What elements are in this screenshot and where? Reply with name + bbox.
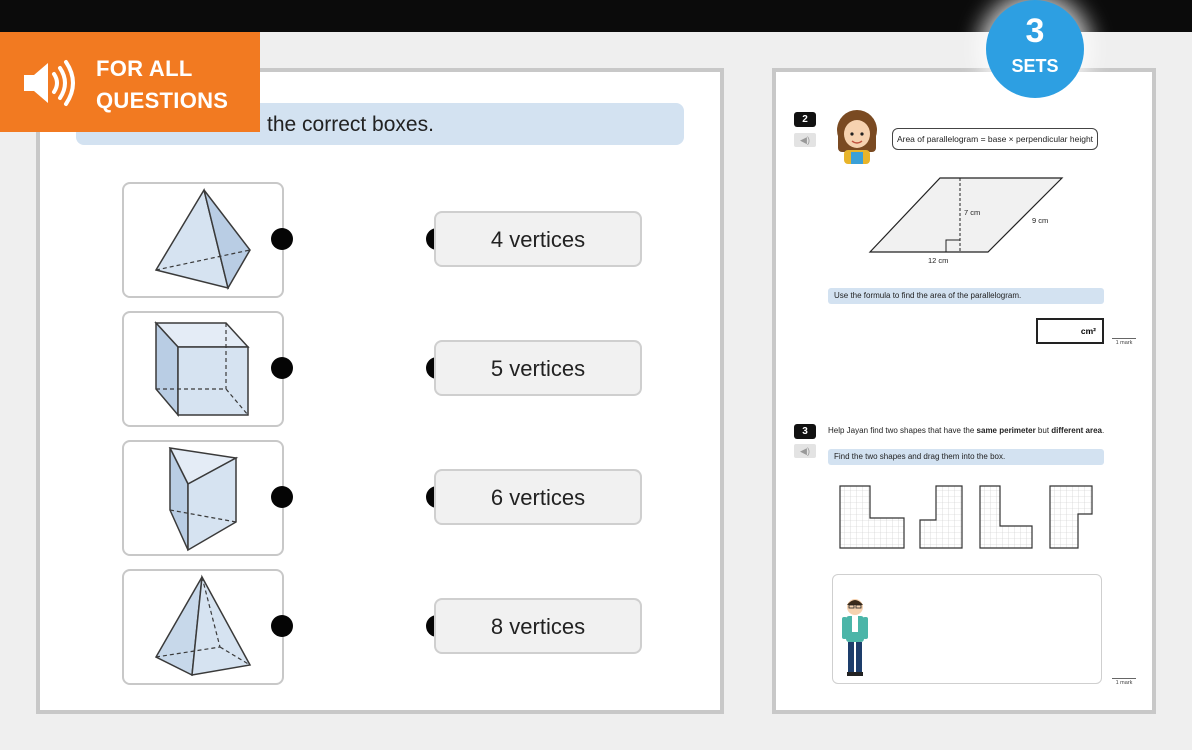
question-number-3: 3: [794, 424, 816, 439]
mark-label-q2: 1 mark: [1112, 338, 1136, 346]
option-box-1[interactable]: [434, 211, 642, 267]
speaker-icon: [20, 58, 78, 108]
right-worksheet-page: [772, 68, 1156, 714]
triangular-prism-icon: [124, 442, 282, 554]
height-label: 7 cm: [964, 208, 981, 217]
banner-line-1: FOR ALL: [96, 56, 193, 81]
audio-banner[interactable]: [0, 32, 260, 132]
instruction-text: the correct boxes.: [267, 113, 434, 136]
audio-button-q3[interactable]: ◀): [794, 444, 816, 458]
option-box-3[interactable]: [434, 469, 642, 525]
unit-label: cm²: [1080, 326, 1096, 336]
sets-badge: [986, 0, 1084, 98]
shape-card-triangular-prism[interactable]: [122, 440, 284, 556]
q2-instruction: Use the formula to find the area of the parallelogram.: [828, 288, 1104, 304]
connector-dot-shape-4[interactable]: [271, 615, 293, 637]
square-pyramid-icon: [124, 571, 282, 683]
mark-label-q3: 1 mark: [1112, 678, 1136, 686]
base-label: 12 cm: [928, 256, 949, 265]
side-label: 9 cm: [1032, 216, 1049, 225]
drop-target-box[interactable]: [832, 574, 1102, 684]
tetrahedron-icon: [124, 184, 282, 296]
option-label: 8 vertices: [490, 614, 586, 639]
grid-shape-1[interactable]: [838, 484, 906, 550]
banner-line-2: QUESTIONS: [96, 88, 229, 113]
audio-button-q2[interactable]: ◀): [794, 133, 816, 147]
option-label: 4 vertices: [490, 227, 586, 252]
q3-text: Help Jayan find two shapes that have the same perimeter but different area.: [828, 426, 1105, 435]
connector-dot-shape-3[interactable]: [271, 486, 293, 508]
sets-count: 3: [1025, 12, 1045, 50]
cube-icon: [124, 313, 282, 425]
connector-dot-shape-1[interactable]: [271, 228, 293, 250]
grid-shape-2[interactable]: [918, 484, 964, 550]
sets-label: SETS: [1011, 56, 1059, 76]
grid-shape-3[interactable]: [978, 484, 1034, 550]
left-worksheet-page: [36, 68, 724, 714]
option-box-4[interactable]: [434, 598, 642, 654]
option-label: 5 vertices: [490, 356, 586, 381]
girl-avatar-icon: [830, 108, 884, 164]
option-label: 6 vertices: [490, 485, 586, 510]
shape-card-cube[interactable]: [122, 311, 284, 427]
shape-card-tetrahedron[interactable]: [122, 182, 284, 298]
speech-bubble: Area of parallelogram = base × perpendicular height: [892, 128, 1098, 150]
grid-shape-4[interactable]: [1048, 484, 1094, 550]
question-number-2: 2: [794, 112, 816, 127]
q3-instruction: Find the two shapes and drag them into the box.: [828, 449, 1104, 465]
option-box-2[interactable]: [434, 340, 642, 396]
boy-figure-icon: [839, 595, 871, 677]
connector-dot-shape-2[interactable]: [271, 357, 293, 379]
shape-card-square-pyramid[interactable]: [122, 569, 284, 685]
q2-answer-input[interactable]: [1036, 318, 1104, 344]
